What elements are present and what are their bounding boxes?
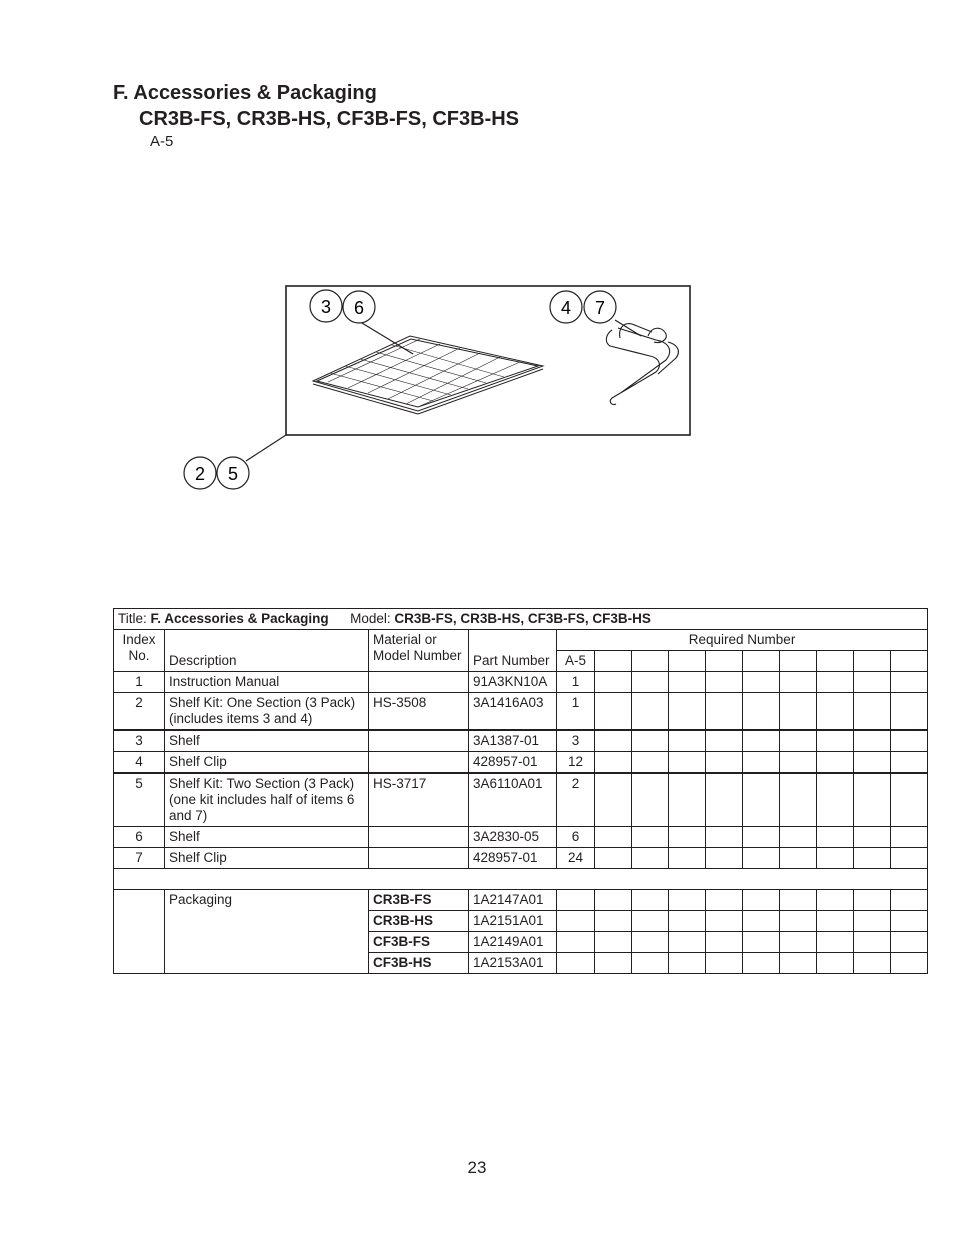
row-qty: 1 (557, 672, 595, 693)
row-index: 4 (114, 752, 165, 774)
callout-number: 2 (194, 464, 206, 484)
row-part-number: 91A3KN10A (469, 672, 557, 693)
row-part-number: 3A2830-05 (469, 827, 557, 848)
row-description: Shelf (165, 730, 369, 752)
row-qty: 3 (557, 730, 595, 752)
table-title-cell (114, 609, 928, 630)
row-description: Instruction Manual (165, 672, 369, 693)
row-material (369, 730, 469, 752)
packaging-model: CR3B-HS (369, 911, 469, 932)
row-index: 2 (114, 693, 165, 731)
header-a5: A-5 (557, 651, 595, 672)
row-index: 1 (114, 672, 165, 693)
header-index: Index No. (114, 630, 165, 672)
callout-2-5 (184, 457, 249, 489)
header-description: Description (165, 630, 369, 672)
callout-number: 6 (353, 298, 365, 318)
callout-3-6 (310, 290, 375, 323)
row-qty: 6 (557, 827, 595, 848)
table-spacer-row (114, 869, 928, 890)
row-material: HS-3717 (369, 773, 469, 827)
row-index: 3 (114, 730, 165, 752)
packaging-description: Packaging (165, 890, 369, 974)
packaging-model: CF3B-HS (369, 953, 469, 974)
row-qty: 1 (557, 693, 595, 731)
callout-number: 7 (594, 298, 606, 318)
callout-number: 4 (560, 298, 572, 318)
callout-number: 5 (227, 464, 239, 484)
row-index: 7 (114, 848, 165, 869)
model-value: CR3B-FS, CR3B-HS, CF3B-FS, CF3B-HS (394, 611, 651, 626)
table-row (114, 773, 928, 827)
row-part-number: 428957-01 (469, 848, 557, 869)
callout-number: 3 (320, 297, 332, 317)
row-material: HS-3508 (369, 693, 469, 731)
header-row (114, 630, 928, 651)
table-row (114, 848, 928, 869)
parts-table (113, 608, 928, 974)
row-description: Shelf Kit: Two Section (3 Pack) (one kit includes half of items 6 and 7) (165, 773, 369, 827)
title-label: Title: (118, 611, 151, 626)
packaging-model: CR3B-FS (369, 890, 469, 911)
row-material (369, 848, 469, 869)
table-row (114, 730, 928, 752)
table-row (114, 827, 928, 848)
row-description: Shelf Clip (165, 752, 369, 774)
title-value: F. Accessories & Packaging (150, 611, 329, 626)
row-description: Shelf Kit: One Section (3 Pack) (includes items 3 and 4) (165, 693, 369, 731)
row-qty: 12 (557, 752, 595, 774)
row-index: 6 (114, 827, 165, 848)
row-description: Shelf Clip (165, 848, 369, 869)
leader-line-kit (246, 435, 286, 461)
packaging-row (114, 890, 928, 911)
header-material: Material or Model Number (369, 630, 469, 672)
model-label: Model: (350, 611, 395, 626)
row-part-number: 3A1416A03 (469, 693, 557, 731)
page-number: 23 (467, 1158, 487, 1177)
accessories-illustration (0, 0, 954, 560)
row-part-number: 3A1387-01 (469, 730, 557, 752)
packaging-model: CF3B-FS (369, 932, 469, 953)
row-qty: 24 (557, 848, 595, 869)
section-title: F. Accessories & Packaging (113, 82, 377, 104)
table-row (114, 693, 928, 731)
row-part-number: 3A6110A01 (469, 773, 557, 827)
row-material (369, 672, 469, 693)
section-models: CR3B-FS, CR3B-HS, CF3B-FS, CF3B-HS (139, 108, 520, 130)
packaging-part-number: 1A2147A01 (469, 890, 557, 911)
packaging-part-number: 1A2151A01 (469, 911, 557, 932)
callout-4-7 (550, 291, 616, 323)
table-row (114, 752, 928, 774)
shelf-drawing (313, 336, 543, 414)
packaging-part-number: 1A2153A01 (469, 953, 557, 974)
row-description: Shelf (165, 827, 369, 848)
row-material (369, 827, 469, 848)
row-qty: 2 (557, 773, 595, 827)
packaging-part-number: 1A2149A01 (469, 932, 557, 953)
row-material (369, 752, 469, 774)
leader-line-shelf (357, 320, 413, 354)
header-required-number: Required Number (557, 630, 928, 651)
row-part-number: 428957-01 (469, 752, 557, 774)
table-row (114, 672, 928, 693)
header-part-number: Part Number (469, 630, 557, 672)
model-tag: A-5 (150, 133, 174, 150)
row-index: 5 (114, 773, 165, 827)
shelf-clip-drawing (606, 324, 678, 405)
table-title-row (114, 609, 928, 630)
